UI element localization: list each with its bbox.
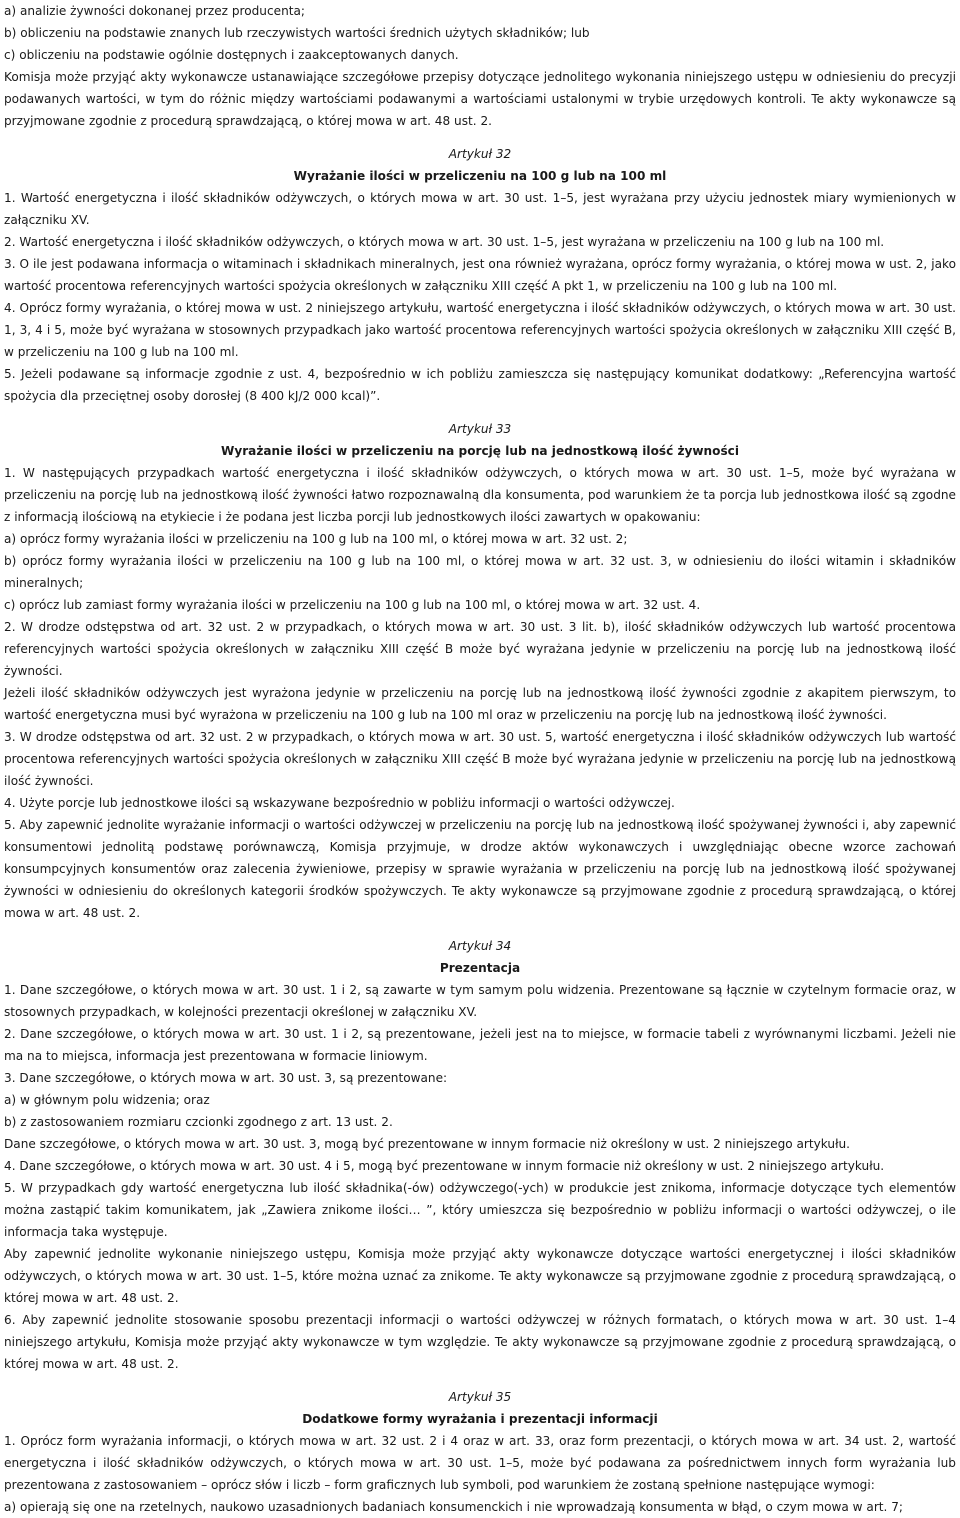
- paragraph: 3. O ile jest podawana informacja o witaminach i składnikach mineralnych, jest ona również wyrażana, oprócz formy wyrażania, o której mowa w ust. 2, jako wartość procentowa referencyjnych wartości spożycia określonych w załączniku XIII część A pkt 1, w przeliczeniu na 100 g lub na 100 ml.: [4, 257, 956, 293]
- paragraph: 5. W przypadkach gdy wartość energetyczna lub ilość składnika(-ów) odżywczego(-ych) w produkcie jest znikoma, informacje dotyczące tych elementów można zastąpić takim komunikatem, jak „Zawiera znikome ilości… ”, który umieszcza się bezpośrednio w pobliżu informacji o wartości odżywczej, o ile informacja taka występuje.: [4, 1181, 956, 1239]
- paragraph: 2. Wartość energetyczna i ilość składników odżywczych, o których mowa w art. 30 ust. 1–5, jest wyrażana w przeliczeniu na 100 g lub na 100 ml.: [4, 235, 885, 249]
- article-number: Artykuł 34: [448, 939, 512, 953]
- paragraph: 1. Dane szczegółowe, o których mowa w art. 30 ust. 1 i 2, są zawarte w tym samym polu widzenia. Prezentowane są łącznie w czytelnym formacie oraz, w stosownych przypadkach, w kolejności prezentacji określonej w załączniku XV.: [4, 983, 956, 1019]
- paragraph: 1. Oprócz form wyrażania informacji, o których mowa w art. 32 ust. 2 i 4 oraz w art. 33, oraz form prezentacji, o których mowa w art. 34 ust. 2, wartość energetyczna i ilość składników odżywczych, o których mowa w art. 30 ust. 1–5, może być podawana za pośrednictwem innych form wyrażania lub prezentowana z zastosowaniem – oprócz słów i liczb – form graficznych lub symboli, pod warunkiem że zostaną spełnione następujące wymogi:: [4, 1434, 956, 1492]
- paragraph: 5. Aby zapewnić jednolite wyrażanie informacji o wartości odżywczej w przeliczeniu na porcję lub na jednostkową ilość spożywanej żywności i, aby zapewnić konsumentowi jednolitą podstawę porównawczą, Komisja przyjmuje, w drodze aktów wykonawczych i uwzględniając obecne wzorce zachowań konsumpcyjnych konsumentów oraz zalecenia żywieniowe, przepisy w sprawie wyrażania w przeliczeniu na porcję lub na jednostkową ilość spożywanej żywności w odniesieniu do określonych kategorii środków spożywczych. Te akty wykonawcze są przyjmowane zgodnie z procedurą sprawdzającą, o której mowa w art. 48 ust. 2.: [4, 818, 956, 920]
- paragraph: 2. W drodze odstępstwa od art. 32 ust. 2 w przypadkach, o których mowa w art. 30 ust. 3 lit. b), ilość składników odżywczych lub wartość procentowa referencyjnych wartości spożycia określonych w załączniku XIII część B może być wyrażana jedynie w przeliczeniu na porcję lub na jednostkową ilość żywności.: [4, 620, 956, 678]
- paragraph: Dane szczegółowe, o których mowa w art. 30 ust. 3, mogą być prezentowane w innym formacie niż określony w ust. 2 niniejszego artykułu.: [4, 1137, 851, 1151]
- paragraph: 3. Dane szczegółowe, o których mowa w art. 30 ust. 3, są prezentowane:: [4, 1071, 448, 1085]
- paragraph: 2. Dane szczegółowe, o których mowa w art. 30 ust. 1 i 2, są prezentowane, jeżeli jest na to miejsce, w formacie tabeli z wyrównanymi liczbami. Jeżeli nie ma na to miejsca, informacja jest prezentowana w formacie liniowym.: [4, 1027, 956, 1063]
- article-title: Wyrażanie ilości w przeliczeniu na porcję lub na jednostkową ilość żywności: [221, 444, 739, 458]
- article-title: Dodatkowe formy wyrażania i prezentacji informacji: [302, 1412, 658, 1426]
- paragraph: 4. Oprócz formy wyrażania, o której mowa w ust. 2 niniejszego artykułu, wartość energetyczna i ilość składników odżywczych, o których mowa w art. 30 ust. 1, 3, 4 i 5, może być wyrażana w stosownych przypadkach jako wartość procentowa referencyjnych wartości spożycia określonych w załączniku XIII część B, w przeliczeniu na 100 g lub na 100 ml.: [4, 301, 956, 359]
- paragraph: 1. Wartość energetyczna i ilość składników odżywczych, o których mowa w art. 30 ust. 1–5, jest wyrażana przy użyciu jednostek miary wymienionych w załączniku XV.: [4, 191, 956, 227]
- paragraph: 6. Aby zapewnić jednolite stosowanie sposobu prezentacji informacji o wartości odżywczej w różnych formatach, o których mowa w art. 30 ust. 1–4 niniejszego artykułu, Komisja może przyjąć akty wykonawcze w tym względzie. Te akty wykonawcze są przyjmowane zgodnie z procedurą sprawdzającą, o której mowa w art. 48 ust. 2.: [4, 1313, 956, 1371]
- paragraph: b) oprócz formy wyrażania ilości w przeliczeniu na 100 g lub na 100 ml, o której mowa w art. 32 ust. 3, w odniesieniu do ilości witamin i składników mineralnych;: [4, 554, 956, 590]
- paragraph: a) analizie żywności dokonanej przez producenta;: [4, 4, 305, 18]
- paragraph: b) z zastosowaniem rozmiaru czcionki zgodnego z art. 13 ust. 2.: [4, 1115, 393, 1129]
- paragraph: b) obliczeniu na podstawie znanych lub rzeczywistych wartości średnich użytych składników; lub: [4, 26, 590, 40]
- paragraph: c) oprócz lub zamiast formy wyrażania ilości w przeliczeniu na 100 g lub na 100 ml, o której mowa w art. 32 ust. 4.: [4, 598, 701, 612]
- article-title: Prezentacja: [439, 961, 521, 975]
- paragraph: 3. W drodze odstępstwa od art. 32 ust. 2 w przypadkach, o których mowa w art. 30 ust. 5, wartość energetyczna i ilość składników odżywczych lub wartość procentowa referencyjnych wartości spożycia określonych w załączniku XIII część B może być wyrażana jedynie w przeliczeniu na porcję lub na jednostkową ilość żywności.: [4, 730, 956, 788]
- paragraph: a) w głównym polu widzenia; oraz: [4, 1093, 210, 1107]
- article-title: Wyrażanie ilości w przeliczeniu na 100 g lub na 100 ml: [293, 169, 667, 183]
- paragraph: Komisja może przyjąć akty wykonawcze ustanawiające szczegółowe przepisy dotyczące jednolitego wykonania niniejszego ustępu w odniesieniu do precyzji podawanych wartości, w tym do różnic między wartościami podawanymi a wartościami ustalonymi w trybie urzędowych kontroli. Te akty wykonawcze są przyjmowane zgodnie z procedurą sprawdzającą, o której mowa w art. 48 ust. 2.: [4, 70, 956, 128]
- article-number: Artykuł 35: [448, 1390, 512, 1404]
- paragraph: 5. Jeżeli podawane są informacje zgodnie z ust. 4, bezpośrednio w ich pobliżu zamieszcza się następujący komunikat dodatkowy: „Referencyjna wartość spożycia dla przeciętnej osoby dorosłej (8 400 kJ/2 000 kcal)”.: [4, 367, 956, 403]
- paragraph: 4. Dane szczegółowe, o których mowa w art. 30 ust. 4 i 5, mogą być prezentowane w innym formacie niż określony w ust. 2 niniejszego artykułu.: [4, 1159, 885, 1173]
- paragraph: a) oprócz formy wyrażania ilości w przeliczeniu na 100 g lub na 100 ml, o której mowa w art. 32 ust. 2;: [4, 532, 628, 546]
- paragraph: a) opierają się one na rzetelnych, naukowo uzasadnionych badaniach konsumenckich i nie wprowadzają konsumenta w błąd, o czym mowa w art. 7;: [4, 1500, 903, 1514]
- article-number: Artykuł 33: [448, 422, 512, 436]
- paragraph: c) obliczeniu na podstawie ogólnie dostępnych i zaakceptowanych danych.: [4, 48, 459, 62]
- paragraph: 4. Użyte porcje lub jednostkowe ilości są wskazywane bezpośrednio w pobliżu informacji o wartości odżywczej.: [4, 796, 675, 810]
- paragraph: Jeżeli ilość składników odżywczych jest wyrażona jedynie w przeliczeniu na porcję lub na jednostkową ilość żywności zgodnie z akapitem pierwszym, to wartość energetyczna musi być wyrażona w przeliczeniu na 100 g lub na 100 ml oraz w przeliczeniu na porcję lub na jednostkową ilość żywności.: [4, 686, 956, 722]
- paragraph: 1. W następujących przypadkach wartość energetyczna i ilość składników odżywczych, o których mowa w art. 30 ust. 1–5, może być wyrażana w przeliczeniu na porcję lub na jednostkową ilość żywności łatwo rozpoznawalną dla konsumenta, pod warunkiem że ta porcja lub jednostkowa ilość są zgodne z informacją ilościową na etykiecie i że podana jest liczba porcji lub jednostkowych ilości zawartych w opakowaniu:: [4, 466, 956, 524]
- paragraph: Aby zapewnić jednolite wykonanie niniejszego ustępu, Komisja może przyjąć akty wykonawcze dotyczące wartości energetycznej i ilości składników odżywczych, o których mowa w art. 30 ust. 1–5, które można uznać za znikome. Te akty wykonawcze są przyjmowane zgodnie z procedurą sprawdzającą, o której mowa w art. 48 ust. 2.: [4, 1247, 956, 1305]
- article-number: Artykuł 32: [448, 147, 512, 161]
